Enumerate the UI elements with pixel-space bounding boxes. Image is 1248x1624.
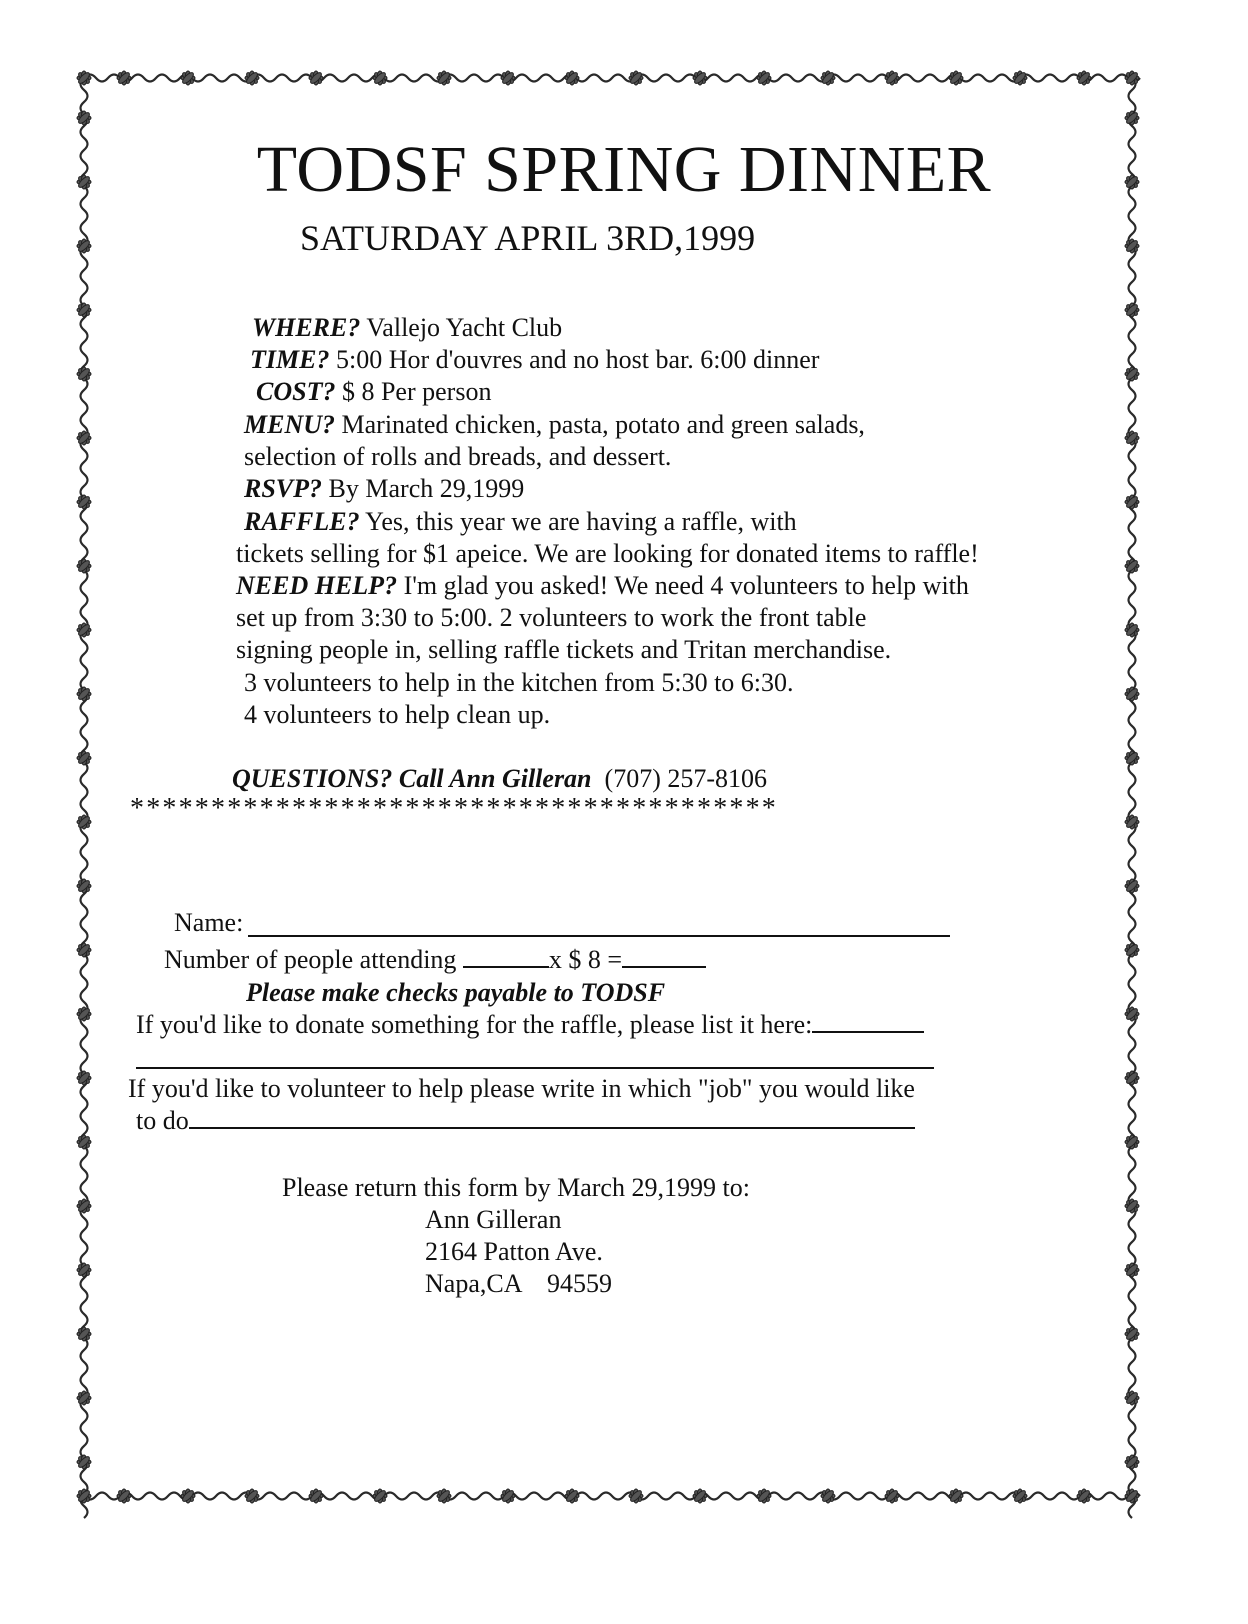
vine-rosette [77,367,91,381]
vine-rosette [309,1489,323,1503]
questions-phone: (707) 257-8106 [604,764,768,793]
vine-rosette [1125,239,1139,253]
raffle-line-2: tickets selling for $1 apeice. We are looking for donated items to raffle! [236,539,979,568]
vine-rosette [77,431,91,445]
time-label: TIME? [250,345,330,374]
vine-rosette [1125,111,1139,125]
vine-strand [81,78,88,1518]
raffle-label: RAFFLE? [244,507,360,536]
vine-rosette [693,1489,707,1503]
vine-rosette [1013,71,1027,85]
vine-rosette [565,1489,579,1503]
vine-rosette [373,71,387,85]
checks-note-text: Please make checks payable to TODSF [246,978,666,1007]
vine-rosette [77,623,91,637]
help-line-2: set up from 3:30 to 5:00. 2 volunteers to work the front table [236,603,867,632]
volunteer-label-2: to do [136,1106,189,1135]
vine-rosette [565,71,579,85]
time-text: 5:00 Hor d'ouvres and no host bar. 6:00 dinner [335,345,820,374]
vine-rosette [757,71,771,85]
raffle-text: Yes, this year we are having a raffle, with [365,507,797,536]
vine-rosette [77,495,91,509]
vine-rosette [77,71,91,85]
vine-rosette [1125,1199,1139,1213]
vine-rosette [949,1489,963,1503]
vine-strand [1129,78,1136,1518]
vine-rosette [629,1489,643,1503]
vine-rosette [1125,1327,1139,1341]
vine-rosette [245,71,259,85]
volunteer-field[interactable] [189,1126,915,1129]
vine-rosette [1125,559,1139,573]
vine-rosette [1125,1071,1139,1085]
vine-rosette [1077,1489,1091,1503]
cost-line [256,376,491,408]
total-field[interactable] [622,965,706,968]
donate-field-end[interactable] [812,1030,924,1033]
vine-rosette [1125,623,1139,637]
vine-rosette [117,1489,131,1503]
volunteer-label: If you'd like to volunteer to help please write in which "job" you would like [128,1074,915,1103]
vine-rosette [501,1489,515,1503]
checks-note [246,977,665,1009]
help-line [236,570,969,602]
questions-line [232,763,767,795]
vine-rosette [885,71,899,85]
vine-rosette [1125,1489,1139,1503]
vine-rosette [77,815,91,829]
page-title: TODSF SPRING DINNER [256,133,992,206]
vine-rosette [1125,879,1139,893]
vine-rosette [77,1391,91,1405]
vine-rosette [501,71,515,85]
rsvp-line [244,473,524,505]
volunteer-row [136,1105,915,1137]
vine-rosette [77,751,91,765]
vine-strand [84,1493,1140,1500]
vine-rosette [77,1007,91,1021]
vine-rosette [1125,71,1139,85]
rsvp-text: By March 29,1999 [328,474,525,503]
return-name: Ann Gilleran [425,1205,562,1234]
vine-rosette [757,1489,771,1503]
vine-rosette [245,1489,259,1503]
people-count-field[interactable] [463,965,549,968]
vine-rosette [1125,1455,1139,1469]
vine-rosette [1125,1391,1139,1405]
vine-rosette [77,1135,91,1149]
help-text: I'm glad you asked! We need 4 volunteers to help with [403,571,969,600]
name-field[interactable] [248,935,950,937]
vine-rosette [77,1071,91,1085]
times-label: x $ 8 = [548,945,623,974]
donate-row [136,1009,924,1041]
vine-rosette [1125,303,1139,317]
people-row [164,944,706,976]
vine-rosette [181,1489,195,1503]
vine-rosette [1125,687,1139,701]
vine-rosette [1125,1007,1139,1021]
vine-rosette [1125,943,1139,957]
star-divider: **************************************** [130,793,778,824]
vine-rosette [437,1489,451,1503]
vine-rosette [309,71,323,85]
vine-rosette [1125,1135,1139,1149]
donate-label: If you'd like to donate something for the raffle, please list it here: [136,1010,813,1039]
vine-rosette [77,687,91,701]
menu-line [244,409,865,441]
vine-rosette [77,111,91,125]
vine-rosette [77,1327,91,1341]
vine-rosette [1125,367,1139,381]
rsvp-label: RSVP? [244,474,323,503]
vine-strand [84,75,1140,82]
menu-label: MENU? [244,410,336,439]
time-line [250,344,819,376]
vine-rosette [693,71,707,85]
vine-rosette [1125,431,1139,445]
where-line [252,312,562,344]
vine-rosette [77,1455,91,1469]
raffle-line [244,506,797,538]
donate-field[interactable] [136,1067,934,1069]
vine-rosette [1125,751,1139,765]
vine-rosette [949,71,963,85]
vine-rosette [77,303,91,317]
vine-rosette [1125,815,1139,829]
questions-label: QUESTIONS? Call Ann Gilleran [232,764,592,793]
vine-rosette [181,71,195,85]
vine-rosette [77,943,91,957]
vine-rosette [1077,71,1091,85]
vine-rosette [821,71,835,85]
vine-rosette [77,1263,91,1277]
help-label: NEED HELP? [236,571,398,600]
vine-rosette [77,879,91,893]
people-label: Number of people attending [164,945,457,974]
vine-rosette [77,1199,91,1213]
vine-rosette [885,1489,899,1503]
cost-label: COST? [256,377,336,406]
vine-rosette [1125,495,1139,509]
name-label: Name: [174,908,244,937]
vine-rosette [1125,1263,1139,1277]
return-intro: Please return this form by March 29,1999 to: [282,1173,750,1202]
vine-rosette [437,71,451,85]
vine-rosette [821,1489,835,1503]
cost-text: $ 8 Per person [341,377,492,406]
help-line-3: signing people in, selling raffle tickets and Tritan merchandise. [236,635,892,664]
vine-rosette [117,71,131,85]
event-date: SATURDAY APRIL 3RD,1999 [300,218,756,258]
help-line-4: 3 volunteers to help in the kitchen from 5:30 to 6:30. [244,668,794,697]
where-text: Vallejo Yacht Club [366,313,563,342]
return-city: Napa,CA 94559 [425,1269,613,1298]
return-street: 2164 Patton Ave. [425,1237,603,1266]
help-line-5: 4 volunteers to help clean up. [244,700,551,729]
vine-rosette [77,559,91,573]
vine-rosette [1013,1489,1027,1503]
where-label: WHERE? [252,313,361,342]
vine-rosette [77,239,91,253]
menu-line-2: selection of rolls and breads, and dessert. [244,442,672,471]
vine-rosette [373,1489,387,1503]
vine-rosette [629,71,643,85]
vine-rosette [77,1489,91,1503]
menu-text: Marinated chicken, pasta, potato and green salads, [341,410,865,439]
